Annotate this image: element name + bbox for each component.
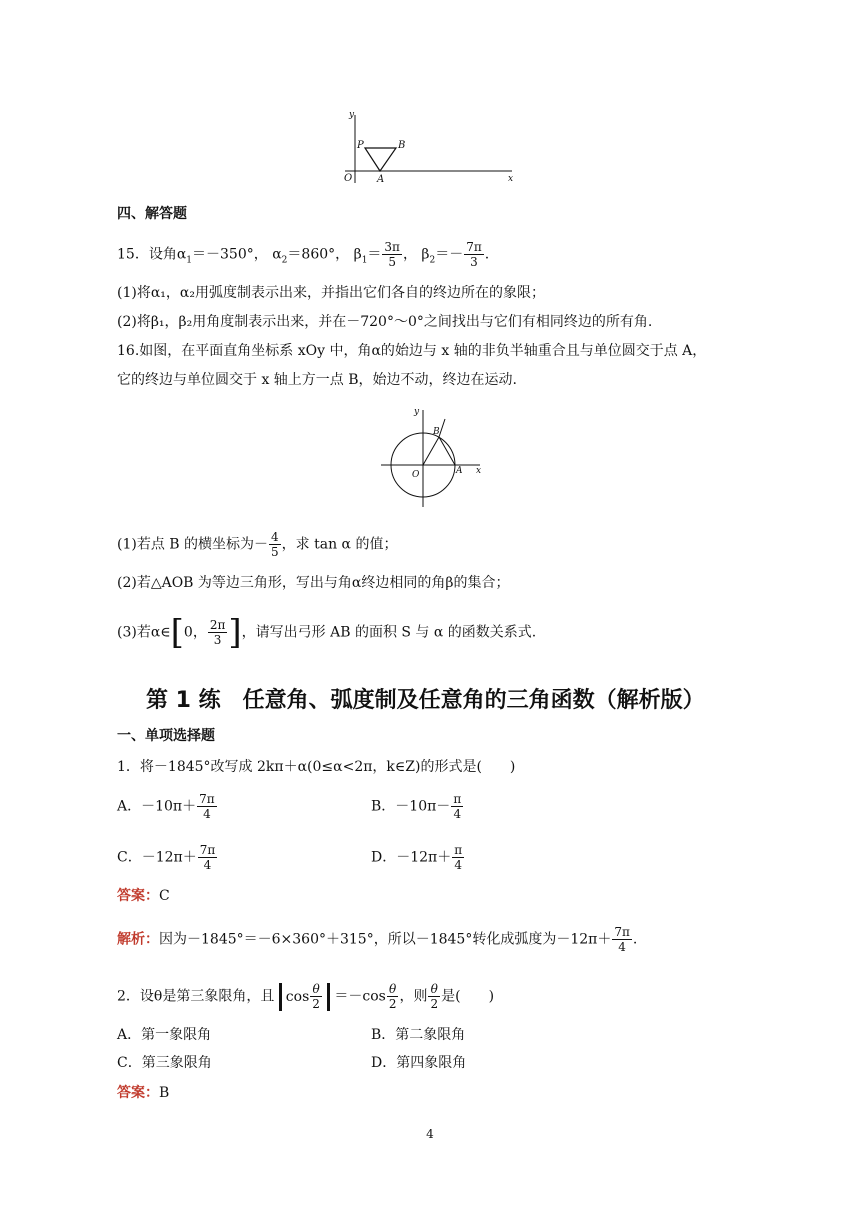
q1-option-c-num: 7π [199, 843, 216, 857]
q15-b2: β [421, 246, 430, 263]
q1-option-d-num: π [454, 843, 463, 857]
abs-bar-right [327, 983, 330, 1011]
q1-option-b-num: π [453, 792, 462, 806]
figure-triangle [340, 105, 520, 185]
segment-ab [439, 437, 455, 465]
q15-lead: 15．设角α [117, 246, 187, 263]
q2-mid: ＝－cos [334, 988, 386, 1005]
q16-3-frac [208, 618, 228, 647]
q2-pre: 2．设θ是第三象限角，且 [117, 988, 275, 1005]
fig1-label-o: O [344, 173, 353, 184]
q16-3-frac-den: 3 [213, 633, 222, 647]
left-bracket: [ [170, 612, 184, 653]
q1-option-d-frac [452, 843, 464, 872]
q16-3-zero: 0， [183, 624, 207, 641]
q2-post: 是( ) [441, 988, 495, 1005]
q1-option-c [117, 843, 218, 872]
q15-frac2 [464, 240, 484, 269]
fig2-label-o: O [412, 470, 420, 480]
q2-frac1-den: 2 [312, 997, 320, 1011]
q2-frac1-num: θ [310, 982, 322, 997]
q1-explanation-num: 7π [614, 925, 630, 939]
q16-1-post: ，求 tan α 的值； [281, 536, 398, 553]
q1-option-a-num: 7π [199, 792, 215, 806]
q15-frac1-den: 5 [388, 255, 396, 269]
page-title: 第 1 练 任意角、弧度制及任意角的三角函数（解析版） [146, 688, 705, 713]
q16-1-frac-den: 5 [271, 545, 279, 559]
q16-3-frac-num: 2π [209, 618, 226, 632]
question-16-part-1 [117, 530, 397, 559]
fig1-label-p: P [357, 140, 364, 151]
q1-option-b-den: 4 [453, 807, 462, 821]
q1-option-c-den: 4 [203, 858, 212, 872]
q16-1-frac [269, 530, 281, 559]
q16-3-pre: (3)若α∈ [117, 624, 171, 641]
q2-option-d: D．第四象限角 [371, 1055, 467, 1071]
q2-frac3-num: θ [428, 982, 440, 997]
q2-option-a: A．第一象限角 [117, 1027, 212, 1043]
q16-1-pre: (1)若点 B 的横坐标为－ [117, 536, 269, 553]
q1-option-c-pre: C．－12π＋ [117, 849, 197, 866]
fig1-label-y: y [349, 110, 355, 120]
page-number: 4 [426, 1127, 434, 1141]
q1-explanation-text: 因为－1845°＝－6×360°＋315°，所以－1845°转化成弧度为－12π＋ [159, 931, 612, 948]
fig2-label-b: B [433, 427, 440, 437]
question-1: 1．将－1845°改写成 2kπ＋α(0≤α<2π，k∈Z)的形式是( ) [117, 759, 516, 775]
q1-answer [117, 886, 170, 906]
q2-frac2-num: θ [387, 982, 399, 997]
q15-a2: α [272, 246, 282, 263]
q2-answer-label: 答案： [117, 1085, 159, 1101]
q1-explanation-end: . [632, 931, 638, 948]
question-15-part-2: (2)将β₁，β₂用角度制表示出来，并在－720°～0°之间找出与它们有相同终边的所有角. [117, 314, 653, 330]
q2-frac2 [387, 982, 399, 1011]
q1-option-d-den: 4 [454, 858, 463, 872]
q15-sub1: 1 [186, 255, 193, 266]
fig1-label-b: B [398, 140, 406, 151]
q15-comma: ， [402, 246, 417, 263]
q15-eq3: ＝ [367, 246, 382, 263]
q2-option-c: C．第三象限角 [117, 1055, 212, 1071]
q1-option-d [371, 843, 465, 872]
q16-1-frac-num: 4 [271, 530, 279, 544]
fig1-label-a: A [377, 174, 385, 185]
q1-option-a [117, 792, 218, 821]
question-2 [117, 982, 494, 1011]
q2-answer [117, 1083, 169, 1103]
q2-frac1 [310, 982, 322, 1011]
question-16-part-2: (2)若△AOB 为等边三角形，写出与角α终边相同的角β的集合； [117, 575, 510, 591]
q1-option-c-frac [198, 843, 218, 872]
q16-3-post: ，请写出弓形 AB 的面积 S 与 α 的函数关系式. [241, 624, 537, 641]
q2-frac2-den: 2 [388, 997, 397, 1011]
q2-cos: cos [285, 988, 310, 1005]
q1-explanation-den: 4 [618, 940, 626, 954]
q1-explanation-label: 解析： [117, 931, 159, 948]
q1-option-d-pre: D．－12π＋ [371, 849, 452, 866]
terminal-side-ob [423, 437, 439, 465]
question-16-part-3 [117, 612, 537, 653]
question-15 [117, 240, 489, 270]
section-heading-4: 四、解答题 [117, 206, 187, 222]
q15-end: . [484, 246, 490, 263]
q1-option-b [371, 792, 464, 821]
q2-frac3 [428, 982, 440, 1011]
q2-frac3-den: 2 [430, 997, 439, 1011]
q2-answer-value: B [159, 1085, 170, 1101]
q15-sub4: 2 [429, 255, 436, 266]
fig1-label-x: x [508, 174, 514, 184]
q2-mid2: ，则 [399, 988, 428, 1005]
question-16-line-2: 它的终边与单位圆交于 x 轴上方一点 B，始边不动，终边在运动. [117, 372, 517, 388]
figure-unit-circle [378, 405, 488, 510]
triangle-pab [365, 148, 396, 171]
q15-b1: β [353, 246, 362, 263]
q1-option-b-pre: B．－10π－ [371, 798, 451, 815]
q1-answer-label: 答案： [117, 888, 159, 904]
fig2-label-y: y [414, 407, 420, 417]
q1-option-a-frac [197, 792, 217, 821]
q15-frac2-num: 7π [466, 240, 482, 254]
q15-eq2: ＝860°， [287, 246, 350, 263]
right-bracket: ] [228, 612, 242, 653]
q2-option-b: B．第二象限角 [371, 1027, 466, 1043]
q15-eq4: ＝－ [435, 246, 464, 263]
q1-explanation [117, 925, 637, 954]
section-heading-1: 一、单项选择题 [117, 728, 215, 744]
fig2-label-a: A [456, 466, 463, 476]
q15-frac1 [382, 240, 402, 269]
q15-sub2: 2 [281, 255, 288, 266]
question-16-line-1: 16.如图，在平面直角坐标系 xOy 中，角α的始边与 x 轴的非负半轴重合且与单位圆交于点 A， [117, 343, 707, 359]
q15-frac2-den: 3 [470, 255, 478, 269]
q1-explanation-frac [612, 925, 632, 954]
q15-sub3: 1 [361, 255, 368, 266]
abs-bar-left [279, 983, 282, 1011]
q15-frac1-num: 3π [384, 240, 400, 254]
q1-option-a-pre: A．－10π＋ [117, 798, 197, 815]
q1-answer-value: C [159, 888, 170, 904]
terminal-extension [439, 419, 445, 437]
q15-eq1: ＝－350°， [192, 246, 268, 263]
q1-option-a-den: 4 [203, 807, 211, 821]
question-15-part-1: (1)将α₁，α₂用弧度制表示出来，并指出它们各自的终边所在的象限； [117, 285, 545, 301]
fig2-label-x: x [476, 466, 482, 476]
q1-option-b-frac [451, 792, 463, 821]
